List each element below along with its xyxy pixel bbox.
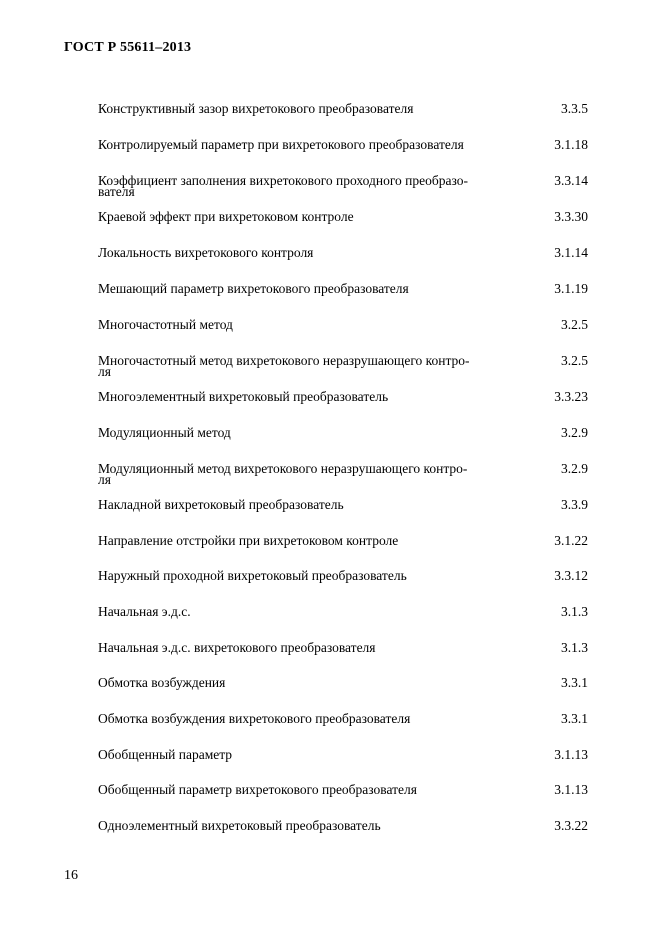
index-reference: 3.1.13 <box>554 782 588 797</box>
index-reference: 3.2.9 <box>561 461 588 476</box>
index-entry <box>98 535 588 546</box>
index-term: Мешающий параметр вихретокового преобразователя <box>98 281 409 296</box>
index-reference: 3.2.9 <box>561 425 588 440</box>
index-term: Одноэлементный вихретоковый преобразователь <box>98 818 381 833</box>
index-entry <box>98 211 588 222</box>
document-header: ГОСТ Р 55611–2013 <box>64 40 192 55</box>
index-reference: 3.3.30 <box>554 209 588 224</box>
index-reference: 3.1.19 <box>554 281 588 296</box>
index-entry <box>98 570 588 581</box>
index-term: Начальная э.д.с. вихретокового преобразователя <box>98 640 376 655</box>
index-term: Многоэлементный вихретоковый преобразователь <box>98 389 389 404</box>
index-term: Модуляционный метод <box>98 425 231 440</box>
index-entry <box>98 139 588 150</box>
index-term: Наружный проходной вихретоковый преобразователь <box>98 568 407 583</box>
index-term: Коэффициент заполнения вихретокового проходного преобразо- <box>98 173 468 188</box>
index-entry <box>98 103 588 114</box>
index-reference: 3.1.18 <box>554 137 588 152</box>
index-term-continuation: ля <box>98 364 111 379</box>
index-entry <box>98 463 588 485</box>
index-term: Краевой эффект при вихретоковом контроле <box>98 209 354 224</box>
index-term: Обмотка возбуждения вихретокового преобразователя <box>98 711 411 726</box>
index-term: Обмотка возбуждения <box>98 675 226 690</box>
index-reference: 3.1.13 <box>554 747 588 762</box>
index-entry <box>98 784 588 795</box>
index-term: Модуляционный метод вихретокового неразрушающего контро- <box>98 461 468 476</box>
index-term: Обобщенный параметр вихретокового преобразователя <box>98 782 417 797</box>
index-term: Многочастотный метод <box>98 317 233 332</box>
index-reference: 3.2.5 <box>561 317 588 332</box>
index-entry <box>98 283 588 294</box>
index-entry <box>98 355 588 377</box>
index-reference: 3.1.3 <box>561 640 588 655</box>
index-entry <box>98 247 588 258</box>
index-reference: 3.1.3 <box>561 604 588 619</box>
index-entry <box>98 319 588 330</box>
index-reference: 3.3.1 <box>561 711 588 726</box>
index-term: Направление отстройки при вихретоковом контроле <box>98 533 399 548</box>
index-entry <box>98 820 588 831</box>
index-term: Локальность вихретокового контроля <box>98 245 314 260</box>
index-entry <box>98 642 588 653</box>
index-term: Обобщенный параметр <box>98 747 233 762</box>
index-entry <box>98 391 588 402</box>
index-reference: 3.3.5 <box>561 101 588 116</box>
index-reference: 3.1.22 <box>554 533 588 548</box>
index-reference: 3.2.5 <box>561 353 588 368</box>
index-entry <box>98 713 588 724</box>
index-reference: 3.3.9 <box>561 497 588 512</box>
index-reference: 3.1.14 <box>554 245 588 260</box>
index-term-continuation: ля <box>98 472 111 487</box>
page-number: 16 <box>64 868 78 883</box>
index-entry <box>98 427 588 438</box>
index-reference: 3.3.1 <box>561 675 588 690</box>
index-term: Накладной вихретоковый преобразователь <box>98 497 344 512</box>
index-entry <box>98 606 588 617</box>
index-reference: 3.3.12 <box>554 568 588 583</box>
index-term: Конструктивный зазор вихретокового преобразователя <box>98 101 414 116</box>
index-term: Начальная э.д.с. <box>98 604 191 619</box>
index-reference: 3.3.22 <box>554 818 588 833</box>
index-term: Контролируемый параметр при вихретокового преобразователя <box>98 137 464 152</box>
index-entry <box>98 749 588 760</box>
index-term: Многочастотный метод вихретокового неразрушающего контро- <box>98 353 470 368</box>
index-reference: 3.3.14 <box>554 173 588 188</box>
index-term-continuation: вателя <box>98 184 135 199</box>
index-entry <box>98 499 588 510</box>
index-entry <box>98 175 588 197</box>
index-entry <box>98 677 588 688</box>
index-reference: 3.3.23 <box>554 389 588 404</box>
